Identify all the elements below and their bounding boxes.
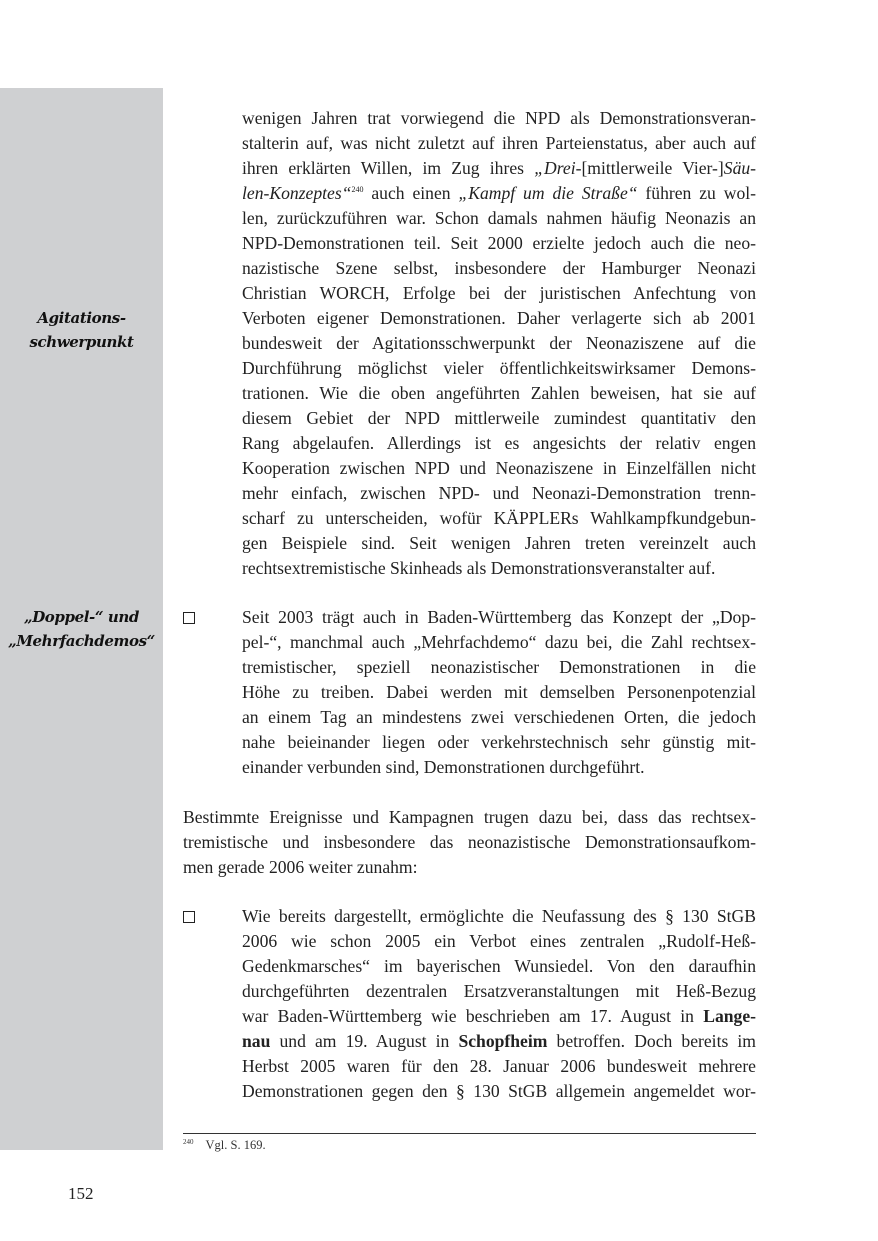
text-line: NPD-Demonstrationen teil. Seit 2000 erzielte jedoch auch die neo- <box>242 233 756 253</box>
place-name-schopfheim: Schopfheim <box>458 1031 548 1051</box>
text-line: an einem Tag an mindestens zwei verschiedenen Orten, die jedoch <box>242 707 756 727</box>
text-line: pel-“, manchmal auch „Mehrfachdemo“ dazu bei, die Zahl rechtsex- <box>242 632 756 652</box>
text-line: war Baden-Württemberg wie beschrieben am 17. August in Lange- <box>242 1006 756 1026</box>
text-line: bundesweit der Agitationsschwerpunkt der Neonaziszene auf die <box>242 333 756 353</box>
footnote-text: Vgl. S. 169. <box>205 1138 266 1153</box>
text-line: Gedenkmarsches“ im bayerischen Wunsiedel. Von den daraufhin <box>242 956 756 976</box>
text-line: len-Konzeptes“$^{240}$ auch einen „Kampf um die Straße“ führen zu wol- <box>242 183 756 203</box>
text-line: Wie bereits dargestellt, ermöglichte die Neufassung des § 130 StGB <box>242 906 756 926</box>
margin-note-agitationsschwerpunkt <box>0 306 163 354</box>
footnote-mark: 240 <box>183 1138 194 1146</box>
place-name-langenau: Lange- <box>703 1006 756 1026</box>
footnote-divider <box>183 1133 756 1134</box>
text-line: Verboten eigener Demonstrationen. Daher verlagerte sich ab 2001 <box>242 308 756 328</box>
footnote <box>183 1138 266 1153</box>
text-line: Höhe zu treiben. Dabei werden mit demselben Personenpotenzial <box>242 682 756 702</box>
text-line: gen Beispiele sind. Seit wenigen Jahren treten vereinzelt auch <box>242 533 756 553</box>
margin-note-mehrfachdemos <box>0 605 163 653</box>
bullet-paragraph-hess <box>242 904 756 1104</box>
text-line: len, zurückzuführen war. Schon damals nahmen häufig Neonazis an <box>242 208 756 228</box>
text-line: stalterin auf, was nicht zuletzt auf ihren Parteienstatus, aber auch auf <box>242 133 756 153</box>
margin-note-line: „Doppel-“ und <box>23 608 140 626</box>
margin-note-line: Agitations- <box>37 309 126 327</box>
margin-note-line: schwerpunkt <box>29 333 134 351</box>
checkbox-bullet-icon <box>183 911 195 923</box>
paragraph-ereignisse <box>183 805 756 880</box>
footnote-reference: 240 <box>351 185 364 195</box>
text-line: Seit 2003 trägt auch in Baden-Württemberg das Konzept der „Dop- <box>242 607 756 627</box>
text-line: mehr einfach, zwischen NPD- und Neonazi-Demonstration trenn- <box>242 483 756 503</box>
page-number: 152 <box>68 1184 94 1203</box>
text-line: Durchführung möglichst vieler öffentlichkeitswirksamer Demons- <box>242 358 756 378</box>
text-line: Kooperation zwischen NPD und Neonaziszene in Einzelfällen nicht <box>242 458 756 478</box>
text-line: men gerade 2006 weiter zunahm: <box>183 857 418 877</box>
text-line: Christian WORCH, Erfolge bei der juristischen Anfechtung von <box>242 283 756 303</box>
text-line: Bestimmte Ereignisse und Kampagnen trugen dazu bei, dass das rechtsex- <box>183 807 756 827</box>
text-line: tremistische und insbesondere das neonazistische Demonstrationsaufkom- <box>183 832 756 852</box>
text-line: wenigen Jahren trat vorwiegend die NPD als Demonstrationsveran- <box>242 108 756 128</box>
text-line: Rang abgelaufen. Allerdings ist es angesichts der relativ engen <box>242 433 756 453</box>
text-line: tremistischer, speziell neonazistischer Demonstrationen in die <box>242 657 756 677</box>
bullet-paragraph-doppeldemos <box>242 605 756 780</box>
text-line: ihren erklärten Willen, im Zug ihres „Drei-[mittlerweile Vier-]Säu- <box>242 158 757 178</box>
text-line: einander verbunden sind, Demonstrationen durchgeführt. <box>242 757 645 777</box>
text-line: Demonstrationen gegen den § 130 StGB allgemein angemeldet wor- <box>242 1081 756 1101</box>
paragraph-intro <box>242 106 756 581</box>
text-line: durchgeführten dezentralen Ersatzveranstaltungen mit Heß-Bezug <box>242 981 756 1001</box>
text-line: nazistische Szene selbst, insbesondere der Hamburger Neonazi <box>242 258 756 278</box>
margin-note-line: „Mehrfachdemos“ <box>8 632 155 650</box>
text-line: trationen. Wie die oben angeführten Zahlen beweisen, hat sie auf <box>242 383 756 403</box>
text-line: nau und am 19. August in Schopfheim betroffen. Doch bereits im <box>242 1031 756 1051</box>
text-line: scharf zu unterscheiden, wofür KÄPPLERs Wahlkampfkundgebun- <box>242 508 756 528</box>
text-line: diesem Gebiet der NPD mittlerweile zumindest quantitativ den <box>242 408 756 428</box>
place-name-langenau: nau <box>242 1031 271 1051</box>
text-line: nahe beieinander liegen oder verkehrstechnisch sehr günstig mit- <box>242 732 756 752</box>
text-line: 2006 wie schon 2005 ein Verbot eines zentralen „Rudolf-Heß- <box>242 931 756 951</box>
text-line: rechtsextremistische Skinheads als Demonstrationsveranstalter auf. <box>242 558 716 578</box>
text-line: Herbst 2005 waren für den 28. Januar 2006 bundesweit mehrere <box>242 1056 756 1076</box>
checkbox-bullet-icon <box>183 612 195 624</box>
